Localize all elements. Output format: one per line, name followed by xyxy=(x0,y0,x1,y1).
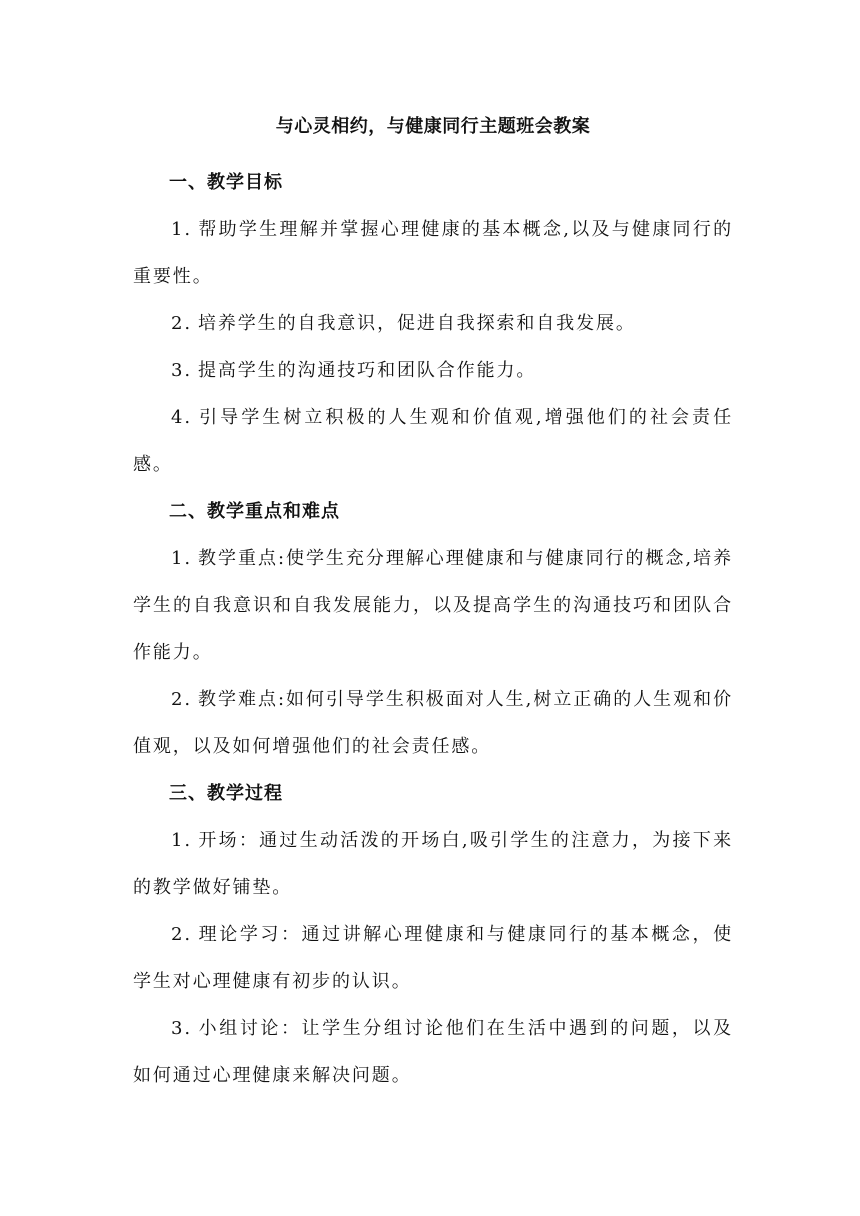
item-number: 2. xyxy=(171,924,192,945)
process-item xyxy=(133,911,733,1005)
item-number: 3. xyxy=(171,1018,192,1039)
item-number: 1. xyxy=(171,830,192,851)
item-number: 3. xyxy=(171,360,192,381)
item-text: 引导学生树立积极的人生观和价值观,增强他们的社会责任感。 xyxy=(133,407,733,475)
key-point-item xyxy=(133,535,733,676)
item-text: 教学难点:如何引导学生积极面对人生,树立正确的人生观和价值观，以及如何增强他们的社会责任感。 xyxy=(133,689,733,757)
section-heading-goals: 一、教学目标 xyxy=(169,172,283,193)
item-text: 教学重点:使学生充分理解心理健康和与健康同行的概念,培养学生的自我意识和自我发展能力，以及提高学生的沟通技巧和团队合作能力。 xyxy=(133,548,733,663)
section-heading-key-points: 二、教学重点和难点 xyxy=(169,501,340,522)
goal-item xyxy=(133,347,733,394)
item-text: 培养学生的自我意识，促进自我探索和自我发展。 xyxy=(197,313,636,334)
item-number: 1. xyxy=(171,548,192,569)
key-point-item xyxy=(133,676,733,770)
goal-item xyxy=(133,300,733,347)
item-number: 2. xyxy=(171,313,192,334)
item-text: 提高学生的沟通技巧和团队合作能力。 xyxy=(197,360,537,381)
item-text: 帮助学生理解并掌握心理健康的基本概念,以及与健康同行的重要性。 xyxy=(133,219,733,287)
item-text: 小组讨论：让学生分组讨论他们在生活中遇到的问题，以及如何通过心理健康来解决问题。 xyxy=(133,1018,733,1086)
document-body xyxy=(133,112,733,1099)
document-title: 与心灵相约，与健康同行主题班会教案 xyxy=(275,116,591,137)
section-heading-process: 三、教学过程 xyxy=(169,783,283,804)
item-number: 1. xyxy=(171,219,192,240)
item-number: 4. xyxy=(171,407,192,428)
item-text: 理论学习：通过讲解心理健康和与健康同行的基本概念，使学生对心理健康有初步的认识。 xyxy=(133,924,733,992)
process-item xyxy=(133,817,733,911)
item-text: 开场：通过生动活泼的开场白,吸引学生的注意力，为接下来的教学做好铺垫。 xyxy=(133,830,733,898)
goal-item xyxy=(133,394,733,488)
item-number: 2. xyxy=(171,689,192,710)
process-item xyxy=(133,1005,733,1099)
goal-item xyxy=(133,206,733,300)
